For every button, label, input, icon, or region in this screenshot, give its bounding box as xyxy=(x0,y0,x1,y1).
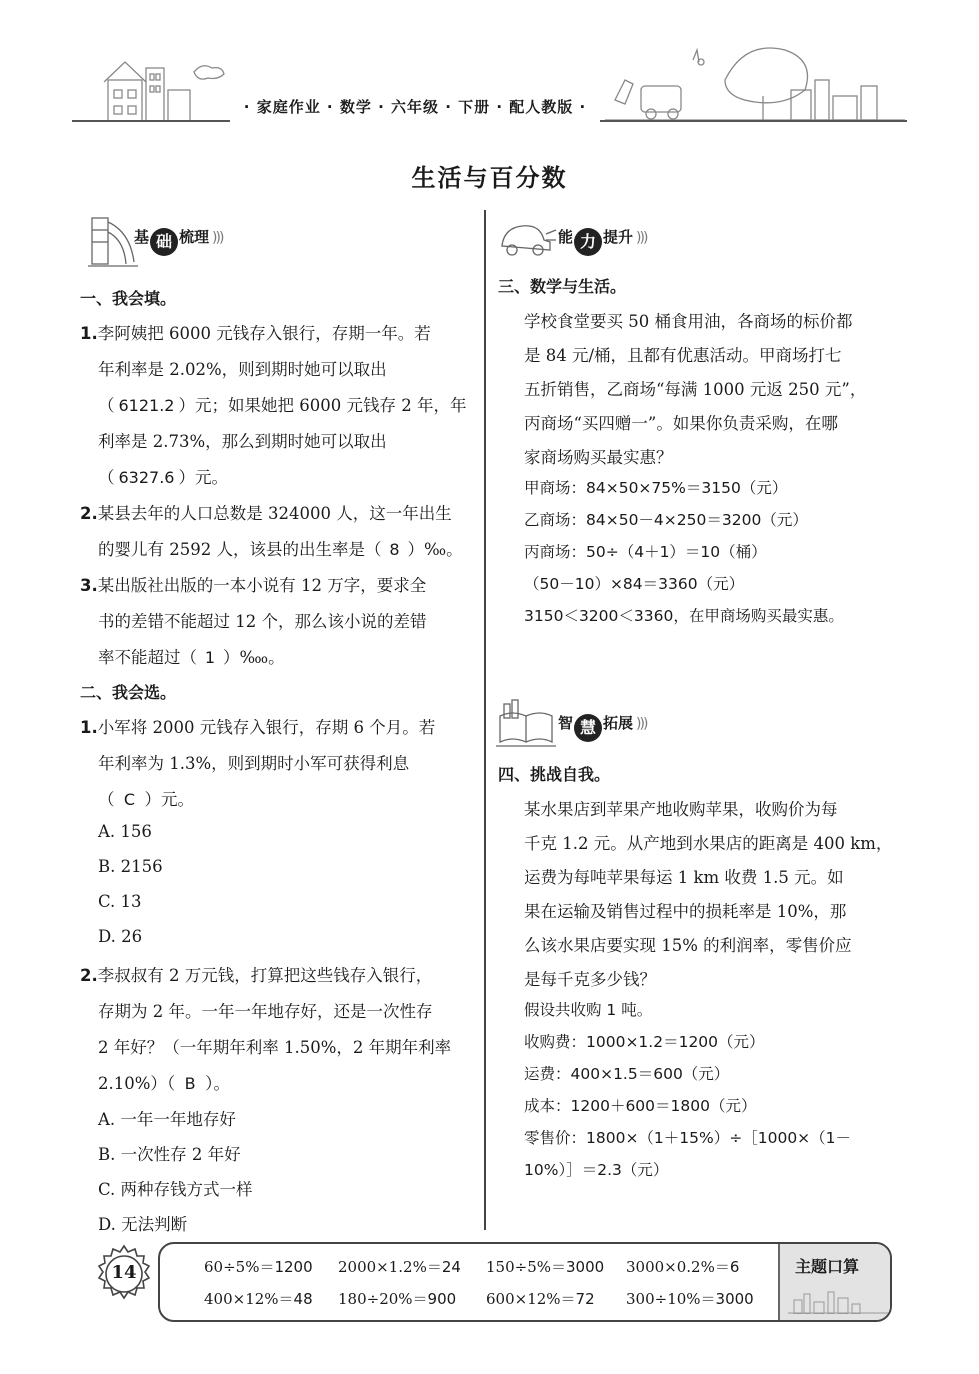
option-a: A. 一年一年地存好 xyxy=(98,1110,236,1129)
question-number: 1. xyxy=(80,718,98,737)
question-text: ）‱。 xyxy=(223,648,285,667)
question-line xyxy=(80,714,435,738)
badge-char-highlight: 慧 xyxy=(574,714,602,742)
section-heading-choose: 二、我会选。 xyxy=(80,683,177,702)
question-text: 小军将 2000 元钱存入银行，存期 6 个月。若 xyxy=(97,718,436,737)
badge-char: 能 xyxy=(558,228,574,246)
bracket: （ xyxy=(98,468,115,487)
solution-line: 10%）］＝2.3（元） xyxy=(524,1161,669,1179)
page-number: 14 xyxy=(111,1262,137,1283)
badge-char: 理 xyxy=(194,228,210,246)
calc-question: 3000×0.2%＝ xyxy=(626,1258,730,1276)
question-line xyxy=(80,572,426,596)
calc-question: 180÷20%＝ xyxy=(338,1290,428,1308)
question-text: 率不能超过（ xyxy=(98,648,197,667)
calc-answer: 6 xyxy=(729,1258,740,1276)
question-text: 李阿姨把 6000 元钱存入银行，存期一年。若 xyxy=(97,324,431,343)
question-line xyxy=(98,786,194,810)
calc-answer: 1200 xyxy=(274,1258,313,1276)
calc-question: 2000×1.2%＝ xyxy=(338,1258,442,1276)
solution-line: 丙商场：50÷（4＋1）＝10（桶） xyxy=(524,543,767,561)
option-a: A. 156 xyxy=(98,822,152,841)
question-text: ）元。 xyxy=(178,468,228,487)
city-skyline-icon xyxy=(788,1288,888,1314)
section-heading-fill: 一、我会填。 xyxy=(80,289,177,308)
question-line xyxy=(98,392,466,416)
calc-answer: 72 xyxy=(575,1290,595,1308)
bracket: （ xyxy=(98,396,115,415)
basic-review-badge xyxy=(88,212,288,264)
problem-line: 是 84 元/桶，且都有优惠活动。甲商场打七 xyxy=(524,346,842,365)
problem-line: 家商场购买最实惠？ xyxy=(524,448,673,467)
calc-question: 600×12%＝ xyxy=(486,1290,576,1308)
badge-char: 提 xyxy=(603,228,619,246)
solution-line: 甲商场：84×50×75%＝3150（元） xyxy=(524,479,788,497)
calc-item xyxy=(486,1256,604,1277)
question-line: 书的差错不能超过 12 个，那么该小说的差错 xyxy=(98,612,427,631)
problem-line: 是每千克多少钱？ xyxy=(524,970,656,989)
calc-item xyxy=(338,1256,461,1277)
calc-item xyxy=(204,1288,313,1309)
solution-line: 假设共收购 1 吨。 xyxy=(524,1001,653,1019)
badge-char: 基 xyxy=(134,228,150,246)
badge-char-highlight: 础 xyxy=(150,228,178,256)
section-heading-challenge: 四、挑战自我。 xyxy=(498,765,611,784)
wisdom-badge xyxy=(496,698,696,750)
badge-char: 升 xyxy=(618,228,634,246)
badge-char: 拓 xyxy=(603,714,619,732)
option-c: C. 两种存钱方式一样 xyxy=(98,1180,253,1199)
wave-icon: ))) xyxy=(212,230,223,246)
badge-char: 展 xyxy=(618,714,634,732)
car-icon xyxy=(496,212,558,264)
question-line xyxy=(98,1070,230,1094)
badge-char: 梳 xyxy=(179,228,195,246)
solution-line: 零售价：1800×（1＋15%）÷［1000×（1－ xyxy=(524,1129,852,1147)
calc-question: 150÷5%＝ xyxy=(486,1258,566,1276)
solution-line: 运费：400×1.5＝600（元） xyxy=(524,1065,730,1083)
solution-line: 乙商场：84×50－4×250＝3200（元） xyxy=(524,511,808,529)
header-title: · 家庭作业 · 数学 · 六年级 · 下册 · 配人教版 · xyxy=(230,92,600,122)
calc-question: 300÷10%＝ xyxy=(626,1290,716,1308)
option-d: D. 26 xyxy=(98,927,143,946)
question-text: 李叔叔有 2 万元钱，打算把这些钱存入银行， xyxy=(97,966,433,985)
problem-line: 五折销售，乙商场“每满 1000 元返 250 元”， xyxy=(524,380,867,399)
problem-line: 运费为每吨苹果每运 1 km 收费 1.5 元。如 xyxy=(524,868,844,887)
solution-line: 收购费：1000×1.2＝1200（元） xyxy=(524,1033,765,1051)
calc-item xyxy=(626,1256,739,1277)
city-illustration-right xyxy=(605,40,905,122)
question-number: 2. xyxy=(80,504,98,523)
answer-6121-2: 6121.2 xyxy=(118,396,175,415)
question-text: 2.10%）（ xyxy=(98,1074,176,1093)
page-title: 生活与百分数 xyxy=(411,164,568,192)
question-text: 某出版社出版的一本小说有 12 万字，要求全 xyxy=(97,576,427,595)
solution-line: 成本：1200＋600＝1800（元） xyxy=(524,1097,757,1115)
question-line xyxy=(98,464,228,488)
ability-badge xyxy=(496,212,696,264)
answer-error-rate: 1 xyxy=(204,648,216,667)
question-text: 的婴儿有 2592 人，该县的出生率是（ xyxy=(98,540,382,559)
question-line xyxy=(80,962,432,986)
question-text: ）元；如果她把 6000 元钱存 2 年，年 xyxy=(178,396,467,415)
slide-icon xyxy=(88,212,138,268)
calc-answer: 48 xyxy=(293,1290,313,1308)
calc-answer: 900 xyxy=(427,1290,457,1308)
bracket: （ xyxy=(98,790,115,809)
problem-line: 果在运输及销售过程中的损耗率是 10%，那 xyxy=(524,902,847,921)
wave-icon: ))) xyxy=(636,230,647,246)
question-line xyxy=(98,536,463,560)
question-number: 3. xyxy=(80,576,98,595)
problem-line: 么该水果店要实现 15% 的利润率，零售价应 xyxy=(524,936,852,955)
question-line xyxy=(98,644,285,668)
question-text: ）。 xyxy=(205,1074,230,1093)
calc-item xyxy=(486,1288,595,1309)
calc-item xyxy=(626,1288,754,1309)
calc-item xyxy=(338,1288,456,1309)
question-text: 某县去年的人口总数是 324000 人，这一年出生 xyxy=(97,504,452,523)
option-b: B. 2156 xyxy=(98,857,163,876)
problem-line: 千克 1.2 元。从产地到水果店的距离是 400 km， xyxy=(524,834,893,853)
calc-answer: 3000 xyxy=(566,1258,605,1276)
answer-birth-rate: 8 xyxy=(389,540,400,559)
answer-6327-6: 6327.6 xyxy=(118,468,175,487)
badge-char: 智 xyxy=(558,714,574,732)
question-text: ）‰。 xyxy=(407,540,463,559)
solution-line: （50－10）×84＝3360（元） xyxy=(524,575,745,593)
oral-calc-title: 主题口算 xyxy=(795,1257,860,1276)
question-line: 利率是 2.73%，那么到期时她可以取出 xyxy=(98,432,387,451)
books-icon xyxy=(496,698,558,750)
calc-item xyxy=(204,1256,313,1277)
section-heading-life: 三、数学与生活。 xyxy=(498,277,627,296)
option-d: D. 无法判断 xyxy=(98,1215,188,1234)
question-number: 2. xyxy=(80,966,98,985)
answer-choice: B xyxy=(184,1074,196,1093)
question-line: 年利率是 2.02%，则到期时她可以取出 xyxy=(98,360,387,379)
question-line: 存期为 2 年。一年一年地存好，还是一次性存 xyxy=(98,1002,433,1021)
question-line: 2 年好？（一年期年利率 1.50%，2 年期年利率 xyxy=(98,1038,452,1057)
calc-question: 400×12%＝ xyxy=(204,1290,294,1308)
question-number: 1. xyxy=(80,324,98,343)
calc-answer: 3000 xyxy=(715,1290,754,1308)
solution-conclusion: 3150＜3200＜3360，在甲商场购买最实惠。 xyxy=(524,607,844,625)
question-line xyxy=(80,500,452,524)
option-b: B. 一次性存 2 年好 xyxy=(98,1145,241,1164)
question-line: 年利率为 1.3%，则到期时小军可获得利息 xyxy=(98,754,410,773)
calc-question: 60÷5%＝ xyxy=(204,1258,275,1276)
column-divider xyxy=(484,210,486,1230)
problem-line: 学校食堂要买 50 桶食用油，各商场的标价都 xyxy=(524,312,853,331)
question-text: ）元。 xyxy=(144,790,194,809)
page-header xyxy=(0,0,979,130)
question-line xyxy=(80,320,431,344)
wave-icon: ))) xyxy=(636,716,647,732)
problem-line: 某水果店到苹果产地收购苹果，收购价为每 xyxy=(524,800,838,819)
problem-line: 丙商场“买四赠一”。如果你负责采购，在哪 xyxy=(524,414,838,433)
answer-choice: C xyxy=(123,790,136,809)
badge-char-highlight: 力 xyxy=(574,228,602,256)
option-c: C. 13 xyxy=(98,892,142,911)
town-illustration-left xyxy=(90,50,230,122)
calc-answer: 24 xyxy=(441,1258,461,1276)
